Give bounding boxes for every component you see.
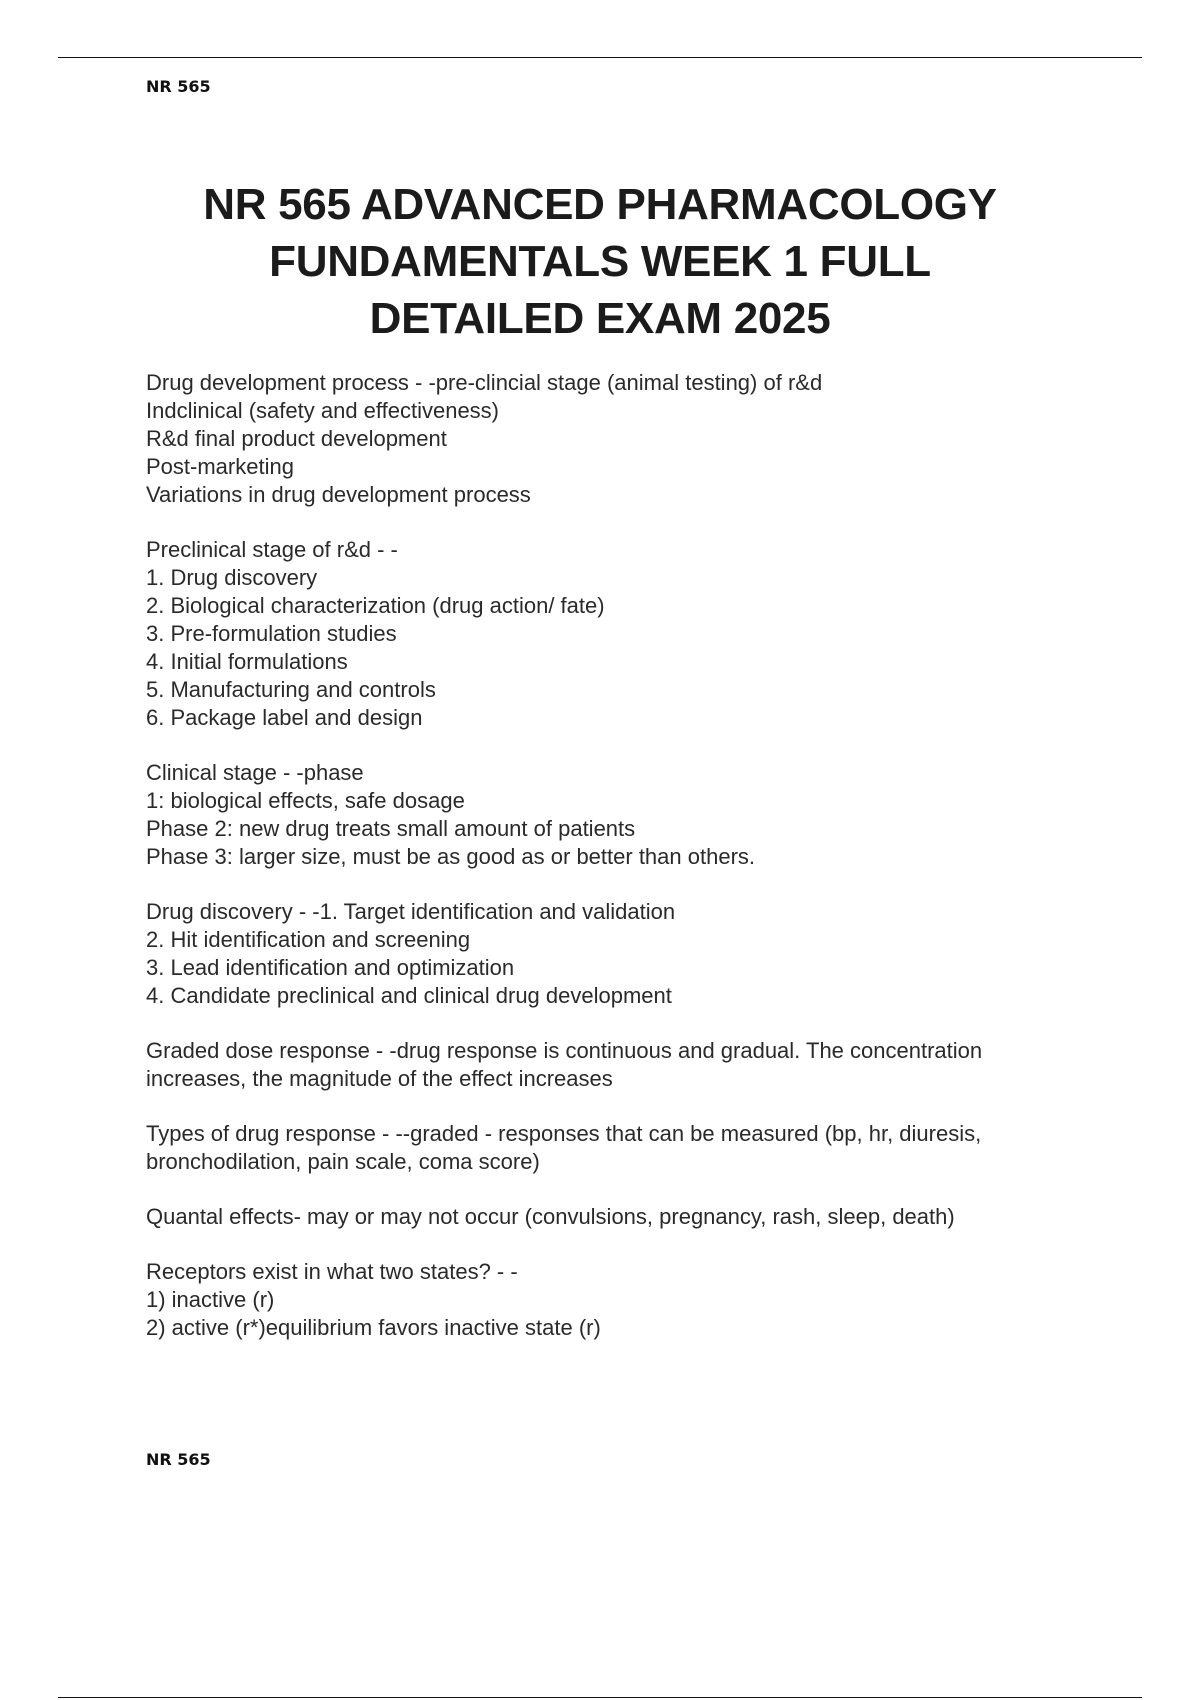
text-line: Indclinical (safety and effectiveness) — [146, 398, 499, 423]
text-line: Types of drug response - --graded - responses that can be measured (bp, hr, diuresis, — [146, 1121, 982, 1146]
qa-block-drug-discovery — [146, 898, 1096, 1010]
text-line: 3. Pre-formulation studies — [146, 621, 397, 646]
text-line: 4. Initial formulations — [146, 649, 348, 674]
text-line: Phase 3: larger size, must be as good as or better than others. — [146, 844, 756, 869]
document-title — [100, 176, 1100, 347]
text-line: 5. Manufacturing and controls — [146, 677, 436, 702]
text-line: 4. Candidate preclinical and clinical drug development — [146, 983, 672, 1008]
text-line: Receptors exist in what two states? - - — [146, 1259, 518, 1284]
qa-block-clinical-stage — [146, 759, 1096, 871]
text-line: R&d final product development — [146, 426, 447, 451]
title-line: DETAILED EXAM 2025 — [369, 294, 831, 343]
qa-block-types-of-drug-response — [146, 1120, 1096, 1176]
text-line: 3. Lead identification and optimization — [146, 955, 515, 980]
text-line: Quantal effects- may or may not occur (convulsions, pregnancy, rash, sleep, death) — [146, 1204, 955, 1229]
text-line: 2. Hit identification and screening — [146, 927, 471, 952]
text-line: Phase 2: new drug treats small amount of patients — [146, 816, 636, 841]
text-line: 1: biological effects, safe dosage — [146, 788, 465, 813]
title-line: NR 565 ADVANCED PHARMACOLOGY — [203, 180, 997, 229]
qa-block-drug-development-process — [146, 369, 1096, 509]
document-body — [146, 369, 1096, 1369]
qa-block-receptor-states — [146, 1258, 1096, 1342]
text-line: 6. Package label and design — [146, 705, 423, 730]
bottom-rule — [58, 1697, 1142, 1698]
text-line: 2. Biological characterization (drug action/ fate) — [146, 593, 605, 618]
text-line: bronchodilation, pain scale, coma score) — [146, 1149, 540, 1174]
text-line: Variations in drug development process — [146, 482, 531, 507]
text-line: Drug discovery - -1. Target identification and validation — [146, 899, 676, 924]
title-line: FUNDAMENTALS WEEK 1 FULL — [269, 237, 931, 286]
text-line: 2) active (r*)equilibrium favors inactive state (r) — [146, 1315, 601, 1340]
running-header-top: NR 565 — [146, 77, 211, 96]
text-line: Clinical stage - -phase — [146, 760, 364, 785]
running-header-bottom: NR 565 — [146, 1450, 211, 1469]
text-line: Drug development process - -pre-clincial stage (animal testing) of r&d — [146, 370, 823, 395]
text-line: 1. Drug discovery — [146, 565, 318, 590]
qa-block-graded-dose-response — [146, 1037, 1096, 1093]
text-line: 1) inactive (r) — [146, 1287, 275, 1312]
qa-block-preclinical-stage — [146, 536, 1096, 732]
text-line: Graded dose response - -drug response is continuous and gradual. The concentration — [146, 1038, 983, 1063]
top-rule — [58, 57, 1142, 58]
text-line: increases, the magnitude of the effect increases — [146, 1066, 613, 1091]
qa-block-quantal-effects — [146, 1203, 1096, 1231]
text-line: Preclinical stage of r&d - - — [146, 537, 398, 562]
text-line: Post-marketing — [146, 454, 294, 479]
